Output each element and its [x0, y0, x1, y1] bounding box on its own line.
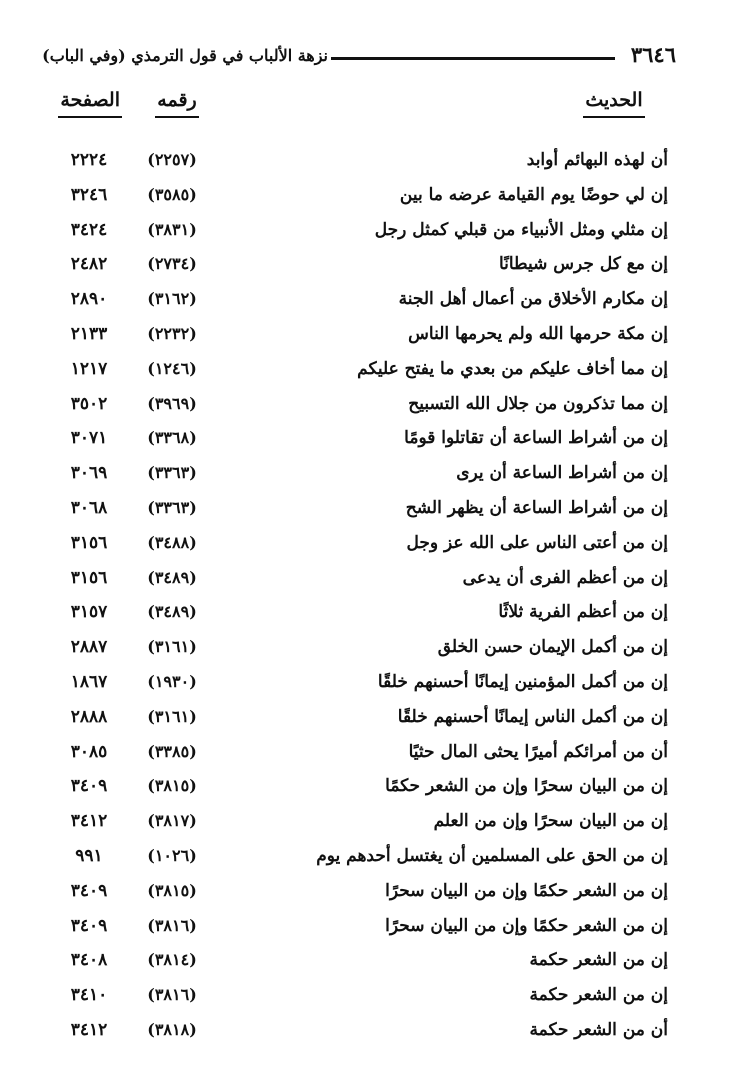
page-reference: ٩٩١ — [75, 845, 103, 866]
page-reference: ٢٨٨٧ — [70, 637, 108, 658]
hadith-text: إن من أكمل الإيمان حسن الخلق — [437, 637, 668, 658]
hadith-number: (٣٤٨٩) — [147, 567, 197, 587]
page-reference: ٣٤١٢ — [70, 1019, 108, 1040]
page-reference: ٣١٥٦ — [70, 532, 108, 553]
hadith-number: (٣٨١٧) — [147, 811, 197, 831]
hadith-text: إن مع كل جرس شيطانًا — [498, 254, 668, 275]
index-entry — [0, 878, 756, 913]
hadith-number: (١٠٢٦) — [147, 845, 197, 865]
index-entry — [0, 773, 756, 808]
hadith-text: إن من الشعر حكمًا وإن من البيان سحرًا — [385, 915, 668, 936]
hadith-number: (١٢٤٦) — [147, 358, 197, 378]
page-reference: ٣١٥٦ — [70, 567, 108, 588]
hadith-number: (٢٢٣٢) — [147, 323, 197, 343]
hadith-text: إن من أعظم الفرى أن يدعى — [462, 567, 668, 588]
index-entry — [0, 634, 756, 669]
hadith-number: (٢٧٣٤) — [147, 254, 197, 274]
column-header-number-label: رقمه — [155, 86, 198, 118]
page-reference: ٣٥٠٢ — [70, 393, 108, 414]
hadith-number: (٣١٦٢) — [147, 289, 197, 309]
page-reference: ١٢١٧ — [70, 358, 108, 379]
hadith-number: (٣٣٦٣) — [147, 463, 197, 483]
hadith-number: (٣٣٨٥) — [147, 741, 197, 761]
index-entry — [0, 739, 756, 774]
column-header-number — [148, 86, 206, 118]
index-entry — [0, 808, 756, 843]
index-entry — [0, 356, 756, 391]
hadith-number: (٣٨١٨) — [147, 1019, 197, 1039]
hadith-text: إن من الشعر حكمة — [529, 950, 668, 971]
hadith-number: (٣٨١٥) — [147, 880, 197, 900]
page-reference: ٣٠٧١ — [70, 428, 108, 449]
hadith-number: (٣٤٨٩) — [147, 602, 197, 622]
page-reference: ٣٤٢٤ — [70, 219, 108, 240]
page-reference: ٣٤٠٩ — [70, 880, 108, 901]
page-reference: ٢٨٨٨ — [70, 706, 108, 727]
page-reference: ٣٤١٠ — [70, 985, 108, 1006]
hadith-number: (٣٨١٤) — [147, 950, 197, 970]
page-reference: ٢٤٨٢ — [70, 254, 108, 275]
index-entry — [0, 913, 756, 948]
hadith-text: إن من أشراط الساعة أن تقاتلوا قومًا — [404, 428, 668, 449]
hadith-text: إن من أشراط الساعة أن يرى — [456, 463, 668, 484]
index-entry — [0, 182, 756, 217]
index-entry — [0, 599, 756, 634]
index-entry — [0, 391, 756, 426]
running-title: نزهة الألباب في قول الترمذي (وفي الباب) — [42, 46, 328, 65]
hadith-text: إن لي حوضًا يوم القيامة عرضه ما بين — [399, 184, 668, 205]
hadith-text: إن من أشراط الساعة أن يظهر الشح — [405, 497, 668, 518]
index-entry — [0, 704, 756, 739]
hadith-number: (٣٣٦٨) — [147, 428, 197, 448]
hadith-text: إن مكارم الأخلاق من أعمال أهل الجنة — [398, 289, 668, 310]
hadith-number: (٢٢٥٧) — [147, 150, 197, 169]
hadith-number: (٣٣٦٣) — [147, 497, 197, 517]
index-entry — [0, 321, 756, 356]
index-entry — [0, 530, 756, 565]
hadith-text: إن من أكمل الناس إيمانًا أحسنهم خلقًا — [397, 706, 668, 727]
hadith-text: إن مكة حرمها الله ولم يحرمها الناس — [408, 323, 668, 344]
hadith-text: إن من الشعر حكمة — [529, 985, 668, 1006]
index-entry — [0, 147, 756, 182]
column-header-page — [60, 86, 122, 118]
index-entry — [0, 251, 756, 286]
page-reference: ٣٠٦٨ — [70, 497, 108, 518]
index-entry — [0, 1017, 756, 1052]
page-reference: ١٨٦٧ — [70, 671, 108, 692]
page-reference: ٣٢٤٦ — [70, 184, 108, 205]
column-header-page-label: الصفحة — [58, 86, 122, 118]
hadith-text: إن مما تذكرون من جلال الله التسبيح — [408, 393, 668, 414]
index-entry — [0, 286, 756, 321]
index-entry — [0, 425, 756, 460]
hadith-number: (٣٨١٦) — [147, 915, 197, 935]
index-entry — [0, 669, 756, 704]
hadith-text: إن من أعظم الفرية ثلاثًا — [498, 602, 668, 623]
page-reference: ٣١٥٧ — [70, 602, 108, 623]
index-entry — [0, 217, 756, 252]
hadith-number: (٣٨٣١) — [147, 219, 197, 239]
page-reference: ٣٠٦٩ — [70, 463, 108, 484]
index-entry — [0, 843, 756, 878]
hadith-number: (٣٨١٥) — [147, 776, 197, 796]
header-rule — [331, 57, 615, 60]
hadith-text: إن من أعتى الناس على الله عز وجل — [406, 532, 668, 553]
hadith-number: (٣١٦١) — [147, 637, 197, 657]
column-header-hadith — [560, 86, 668, 118]
page-reference: ٢١٣٣ — [70, 323, 108, 344]
page-reference: ٣٠٨٥ — [70, 741, 108, 762]
page-reference: ٢٢٢٤ — [70, 150, 108, 170]
hadith-text: إن من الحق على المسلمين أن يغتسل أحدهم يوم — [316, 845, 668, 866]
hadith-number: (١٩٣٠) — [147, 671, 197, 691]
hadith-number: (٣١٦١) — [147, 706, 197, 726]
page-reference: ٣٤٠٨ — [70, 950, 108, 971]
index-entry — [0, 495, 756, 530]
index-entry — [0, 460, 756, 495]
hadith-number: (٣٤٨٨) — [147, 532, 197, 552]
hadith-number: (٣٩٦٩) — [147, 393, 197, 413]
index-entry — [0, 565, 756, 600]
hadith-text: أن من الشعر حكمة — [529, 1019, 668, 1040]
page-reference: ٣٤١٢ — [70, 811, 108, 832]
hadith-number: (٣٨١٦) — [147, 985, 197, 1005]
page-reference: ٣٤٠٩ — [70, 776, 108, 797]
page-reference: ٢٨٩٠ — [70, 289, 108, 310]
hadith-text: إن مما أخاف عليكم من بعدي ما يفتح عليكم — [357, 358, 668, 379]
index-entry — [0, 947, 756, 982]
hadith-text: إن من البيان سحرًا وإن من العلم — [433, 811, 668, 832]
hadith-text: إن من الشعر حكمًا وإن من البيان سحرًا — [385, 880, 668, 901]
hadith-number: (٣٥٨٥) — [147, 184, 197, 204]
hadith-text: إن مثلي ومثل الأنبياء من قبلي كمثل رجل — [374, 219, 668, 240]
index-entry — [0, 982, 756, 1017]
hadith-text: إن من أكمل المؤمنين إيمانًا أحسنهم خلقًا — [377, 671, 668, 692]
column-header-hadith-label: الحديث — [583, 86, 644, 118]
hadith-text: أن من أمرائكم أميرًا يحثى المال حثيًا — [408, 741, 668, 762]
hadith-text: إن من البيان سحرًا وإن من الشعر حكمًا — [385, 776, 668, 797]
hadith-text: أن لهذه البهائم أوابد — [526, 150, 668, 170]
page-number: ٣٦٤٦ — [630, 42, 676, 67]
index-list — [0, 147, 756, 1052]
page-reference: ٣٤٠٩ — [70, 915, 108, 936]
